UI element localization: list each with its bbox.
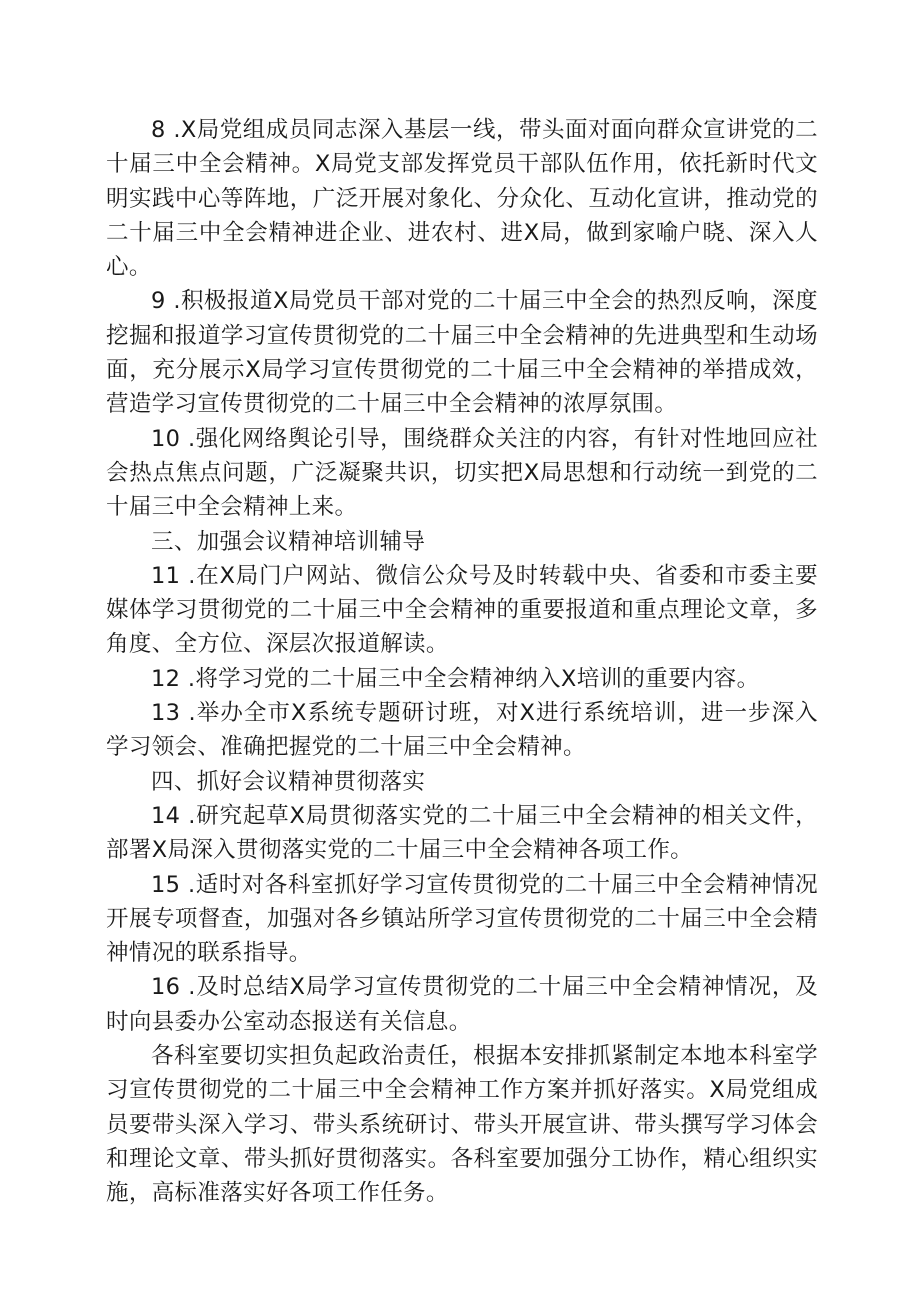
section-heading-3: 三、加强会议精神培训辅导 [151,528,426,555]
paragraph-item-14: 14 .研究起草X局贯彻落实党的二十届三中全会精神的相关文件，部署X局深入贯彻落实党的二十届三中全会精神各项工作。 [106,802,818,864]
paragraph-item-16: 16 .及时总结X局学习宣传贯彻党的二十届三中全会精神情况，及时向县委办公室动态报送有关信息。 [106,974,818,1035]
paragraph-item-9: 9 .积极报道X局党员干部对党的二十届三中全会的热烈反响，深度挖掘和报道学习宣传贯彻党的二十届三中全会精神的先进典型和生动场面，充分展示X局学习宣传贯彻党的二十届三中全会精神的举措成效，营造学习宣传贯彻党的二十届三中全会精神的浓厚氛围。 [106,288,818,418]
paragraph-closing: 各科室要切实担负起政治责任，根据本安排抓紧制定本地本科室学习宣传贯彻党的二十届三中全会精神工作方案并抓好落实。X局党组成员要带头深入学习、带头系统研讨、带头开展宣讲、带头撰写学习体会和理论文章、带头抓好贯彻落实。各科室要加强分工协作，精心组织实施，高标准落实好各项工作任务。 [106,1043,818,1207]
section-heading-4: 四、抓好会议精神贯彻落实 [151,768,426,795]
paragraph-item-11: 11 .在X局门户网站、微信公众号及时转载中央、省委和市委主要媒体学习贯彻党的二十届三中全会精神的重要报道和重点理论文章，多角度、全方位、深层次报道解读。 [106,562,818,658]
paragraph-item-10: 10 .强化网络舆论引导，围绕群众关注的内容，有针对性地回应社会热点焦点问题，广泛凝聚共识，切实把X局思想和行动统一到党的二十届三中全会精神上来。 [106,425,818,521]
paragraph-item-8: 8 .X局党组成员同志深入基层一线，带头面对面向群众宣讲党的二十届三中全会精神。X局党支部发挥党员干部队伍作用，依托新时代文明实践中心等阵地，广泛开展对象化、分众化、互动化宣讲，推动党的二十届三中全会精神进企业、进农村、进X局，做到家喻户晓、深入人心。 [106,117,818,281]
paragraph-item-15: 15 .适时对各科室抓好学习宣传贯彻党的二十届三中全会精神情况开展专项督查，加强对各乡镇站所学习宣传贯彻党的二十届三中全会精神情况的联系指导。 [106,871,818,967]
paragraph-item-12: 12 .将学习党的二十届三中全会精神纳入X培训的重要内容。 [151,665,760,692]
paragraph-item-13: 13 .举办全市X系统专题研讨班，对X进行系统培训，进一步深入学习领会、准确把握党的二十届三中全会精神。 [106,700,818,761]
document-body [106,113,818,1211]
